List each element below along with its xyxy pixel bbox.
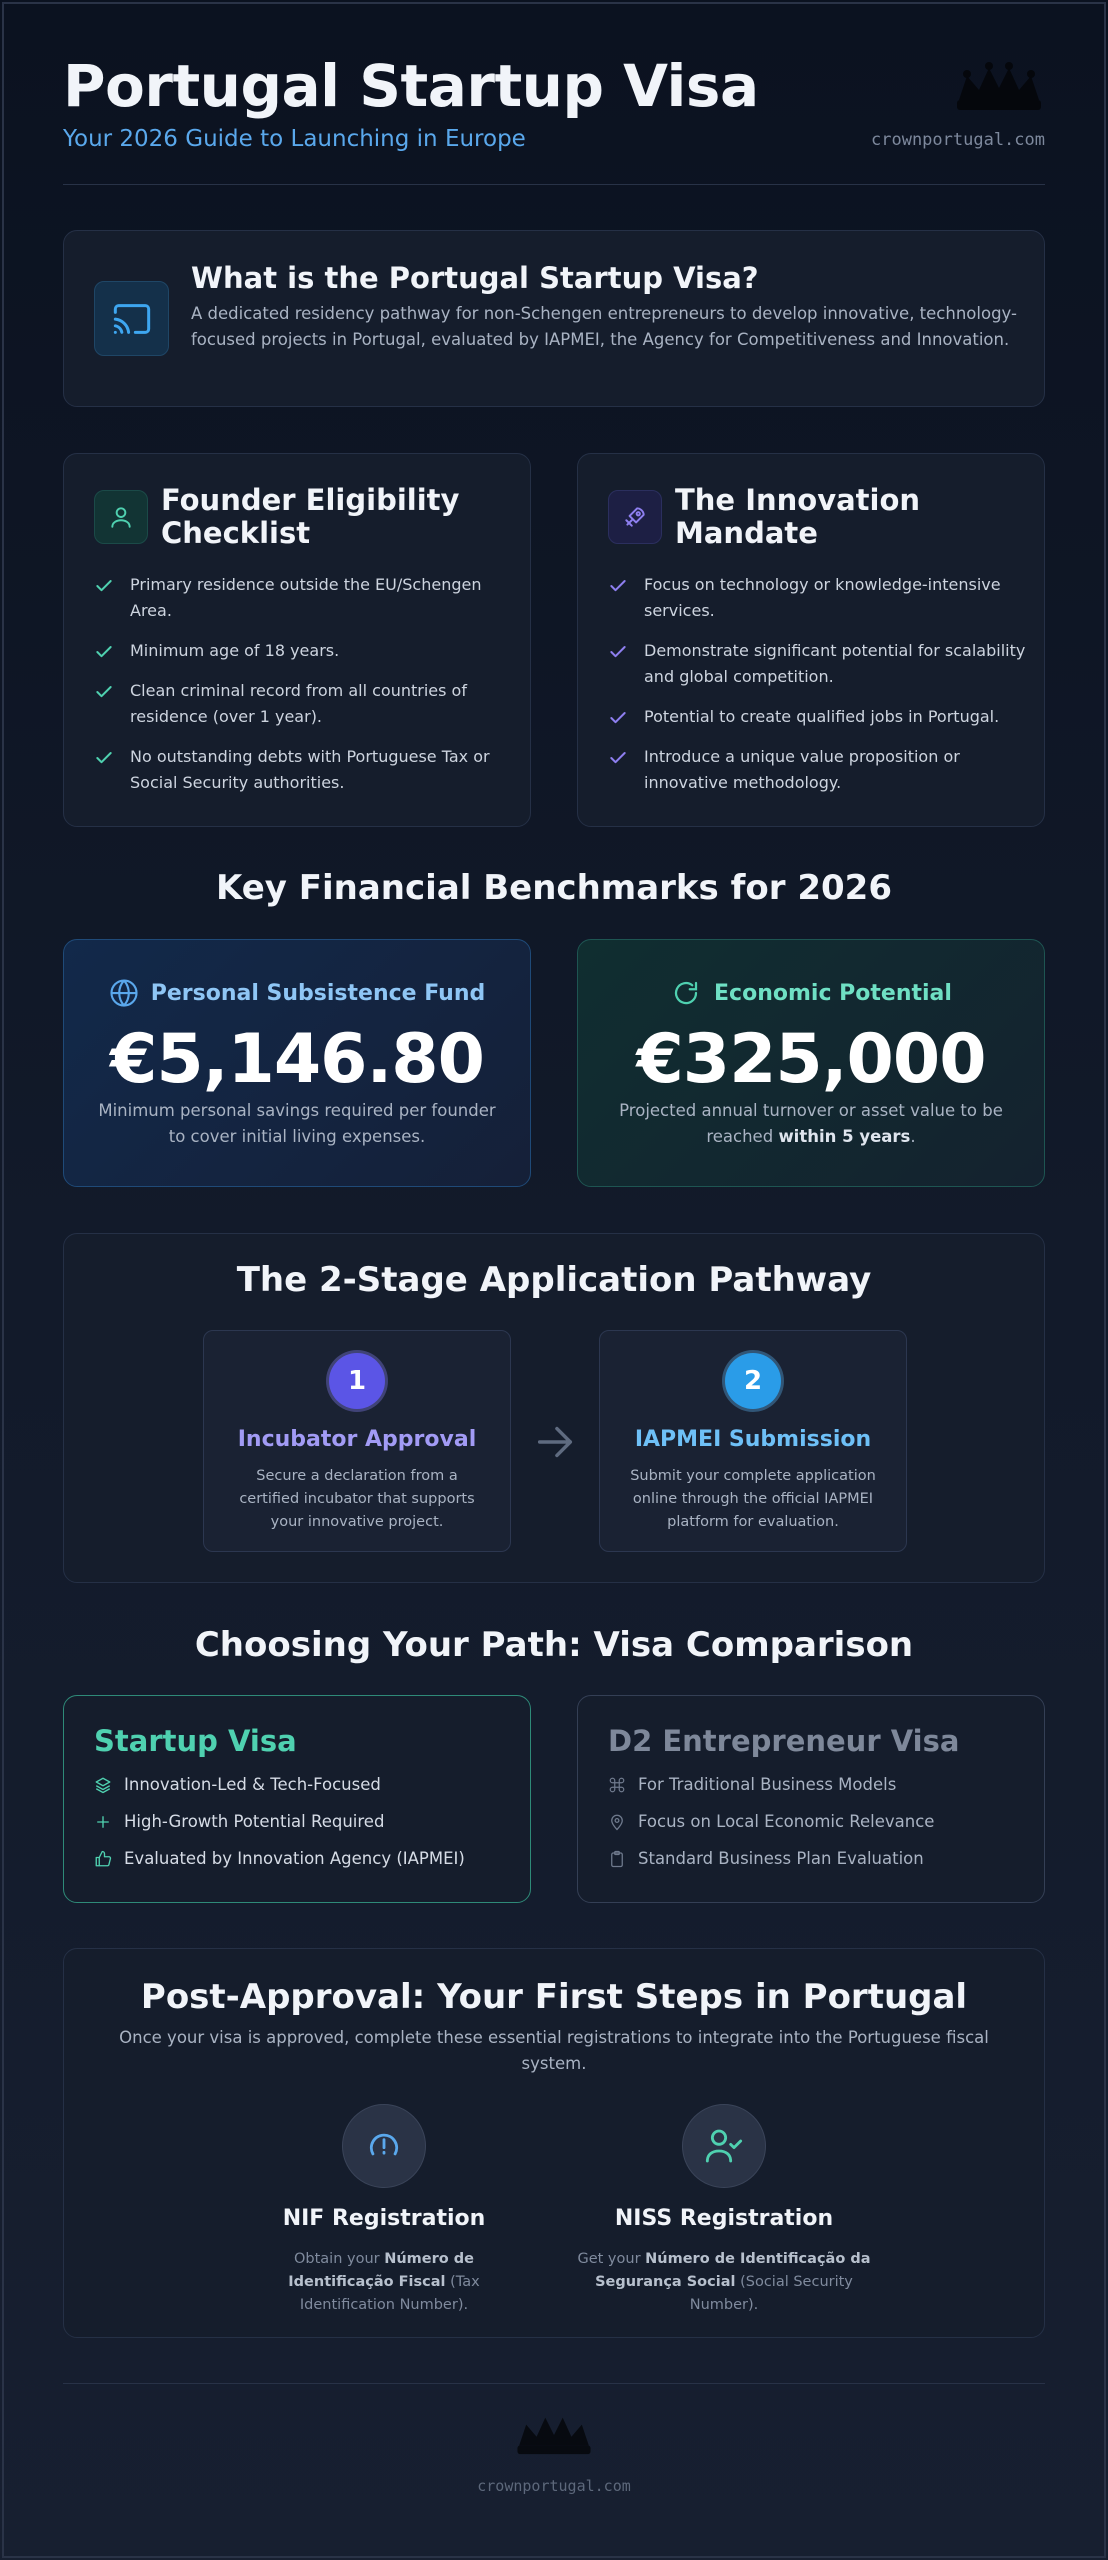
economic-desc-text: Projected annual turnover or asset value to be reached: [619, 1101, 1003, 1146]
cast-icon: [94, 281, 169, 356]
d2-visa-title: D2 Entrepreneur Visa: [608, 1724, 960, 1758]
layers-icon: [94, 1776, 112, 1794]
visa-item-text: Standard Business Plan Evaluation: [638, 1849, 924, 1868]
innovation-card: [577, 453, 1045, 827]
visa-item-text: For Traditional Business Models: [638, 1775, 897, 1794]
innovation-list: [608, 572, 1028, 810]
pathway-title: The 2-Stage Application Pathway: [236, 1260, 872, 1300]
economic-desc-end: .: [910, 1127, 916, 1146]
list-item: [608, 638, 1028, 690]
check-icon: [94, 576, 114, 596]
check-icon: [608, 642, 628, 662]
divider: [63, 184, 1045, 185]
innovation-item-text: Potential to create qualified jobs in Portugal.: [644, 707, 1000, 726]
step-number: 1: [329, 1353, 385, 1409]
comparison-title: Choosing Your Path: Visa Comparison: [194, 1625, 914, 1665]
d2-visa-list: [608, 1774, 934, 1885]
niss-title: NISS Registration: [614, 2206, 834, 2231]
financial-title: Key Financial Benchmarks for 2026: [215, 868, 893, 908]
check-icon: [608, 576, 628, 596]
post-approval-title: Post-Approval: Your First Steps in Portugal: [140, 1977, 968, 2017]
user-icon: [94, 490, 148, 544]
crown-logo: [514, 2410, 594, 2460]
check-icon: [94, 682, 114, 702]
arrow-right-icon: [532, 1419, 578, 1465]
list-item: [608, 704, 1028, 730]
innovation-item-text: Demonstrate significant potential for scalability and global competition.: [644, 641, 1026, 686]
niss-desc-end: (Social Security Number).: [689, 2274, 853, 2313]
subsistence-value: €5,146.80: [110, 1020, 484, 1099]
page-title: Portugal Startup Visa: [63, 52, 759, 120]
globe-icon: [109, 978, 139, 1008]
check-icon: [94, 642, 114, 662]
list-item: [94, 1848, 465, 1870]
user-check-icon: [682, 2104, 766, 2188]
economic-label: Economic Potential: [714, 980, 952, 1006]
niss-desc-bold: Número de Identificação da Segurança Social: [595, 2251, 871, 2290]
list-item: [608, 1774, 934, 1796]
refresh-icon: [670, 978, 702, 1008]
eligibility-card: [63, 453, 531, 827]
eligibility-item-text: Clean criminal record from all countries of residence (over 1 year).: [130, 681, 467, 726]
innovation-title: The Innovation Mandate: [675, 483, 921, 550]
footer-divider: [63, 2383, 1045, 2384]
eligibility-item-text: No outstanding debts with Portuguese Tax or Social Security authorities.: [130, 747, 490, 792]
rocket-icon: [608, 490, 662, 544]
nif-desc-end: (Tax Identification Number).: [299, 2274, 480, 2313]
step-title: Incubator Approval: [237, 1427, 477, 1452]
d2-visa-card: [577, 1695, 1045, 1903]
page-subtitle: Your 2026 Guide to Launching in Europe: [63, 126, 526, 152]
check-icon: [608, 748, 628, 768]
economic-card: [577, 939, 1045, 1187]
eligibility-title: Founder Eligibility Checklist: [161, 483, 460, 550]
list-item: [94, 572, 514, 624]
startup-visa-card: [63, 1695, 531, 1903]
visa-item-text: Evaluated by Innovation Agency (IAPMEI): [124, 1849, 465, 1868]
what-is-title: What is the Portugal Startup Visa?: [191, 261, 759, 295]
post-approval-card: [63, 1948, 1045, 2338]
pathway-card: [63, 1233, 1045, 1583]
plus-icon: [94, 1813, 112, 1831]
list-item: [94, 1774, 465, 1796]
economic-desc: [608, 1098, 1014, 1150]
subsistence-label-row: [64, 978, 530, 1008]
command-icon: [608, 1776, 626, 1794]
footer-domain: crownportugal.com: [477, 2477, 631, 2495]
economic-value: €325,000: [636, 1020, 986, 1099]
step-title: IAPMEI Submission: [634, 1427, 872, 1452]
what-is-body: A dedicated residency pathway for non-Schengen entrepreneurs to develop innovative, technology-focused projects in Portugal, evaluated by IAPMEI, the Agency for Competitiveness and Innovation.: [191, 304, 1017, 349]
eligibility-item-text: Minimum age of 18 years.: [130, 641, 340, 660]
step-number: 2: [725, 1353, 781, 1409]
step-desc: Secure a declaration from a certified incubator that supports your innovative project.: [239, 1468, 475, 1530]
economic-desc-bold: within 5 years: [778, 1127, 911, 1146]
visa-item-text: Focus on Local Economic Relevance: [638, 1812, 935, 1831]
startup-visa-list: [94, 1774, 465, 1885]
subsistence-label: Personal Subsistence Fund: [150, 980, 486, 1006]
list-item: [608, 744, 1028, 796]
visa-item-text: High-Growth Potential Required: [124, 1812, 385, 1831]
subsistence-desc: Minimum personal savings required per founder to cover initial living expenses.: [98, 1101, 496, 1146]
list-item: [94, 678, 514, 730]
thumbs-up-icon: [94, 1850, 112, 1868]
step-card-2: [599, 1330, 907, 1552]
step-card-1: [203, 1330, 511, 1552]
post-approval-desc: Once your visa is approved, complete these essential registrations to integrate into the Portuguese fiscal system.: [119, 2028, 989, 2073]
innovation-item-text: Focus on technology or knowledge-intensive services.: [644, 575, 1001, 620]
niss-desc: [574, 2248, 874, 2317]
list-item: [94, 744, 514, 796]
list-item: [94, 638, 514, 664]
list-item: [608, 1848, 934, 1870]
map-pin-icon: [608, 1813, 626, 1831]
list-item: [608, 572, 1028, 624]
startup-visa-title: Startup Visa: [94, 1724, 297, 1758]
check-icon: [608, 708, 628, 728]
economic-label-row: [578, 978, 1044, 1008]
innovation-item-text: Introduce a unique value proposition or innovative methodology.: [644, 747, 960, 792]
check-icon: [94, 748, 114, 768]
header-domain: crownportugal.com: [871, 130, 1045, 150]
nif-desc-text: Obtain your: [293, 2251, 385, 2267]
list-item: [608, 1811, 934, 1833]
nif-desc-bold: Número de Identificação Fiscal: [288, 2251, 474, 2290]
eligibility-item-text: Primary residence outside the EU/Schengen Area.: [130, 575, 482, 620]
nif-title: NIF Registration: [282, 2206, 486, 2231]
niss-desc-text: Get your: [577, 2251, 646, 2267]
visa-item-text: Innovation-Led & Tech-Focused: [124, 1775, 381, 1794]
crown-logo: [953, 60, 1045, 116]
alert-circle-icon: [342, 2104, 426, 2188]
subsistence-card: [63, 939, 531, 1187]
what-is-card: [63, 230, 1045, 407]
clipboard-icon: [608, 1850, 626, 1868]
eligibility-list: [94, 572, 514, 810]
list-item: [94, 1811, 465, 1833]
nif-desc: [264, 2248, 504, 2317]
step-desc: Submit your complete application online through the official IAPMEI platform for evaluation.: [630, 1468, 876, 1530]
